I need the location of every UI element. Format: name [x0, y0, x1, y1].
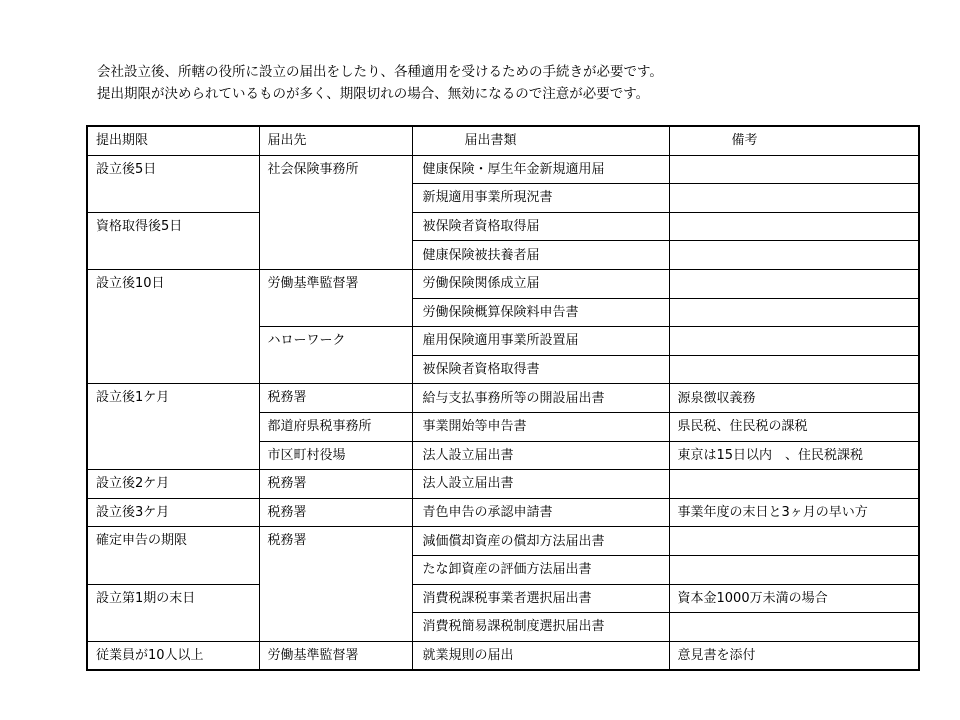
note-cell [669, 269, 919, 298]
deadline-cell: 従業員が10人以上 [87, 641, 259, 670]
document-cell: 減価償却資産の償却方法届出書 [412, 527, 669, 556]
office-cell: 税務署 [259, 384, 412, 413]
note-cell [669, 327, 919, 356]
document-cell: 健康保険被扶養者届 [412, 241, 669, 270]
note-cell: 県民税、住民税の課税 [669, 412, 919, 441]
document-cell: 新規適用事業所現況書 [412, 184, 669, 213]
deadline-cell: 設立後3ケ月 [87, 498, 259, 527]
note-cell [669, 527, 919, 556]
office-cell: 労働基準監督署 [259, 269, 412, 326]
header-note: 備考 [669, 126, 919, 155]
note-cell [669, 470, 919, 499]
note-cell [669, 155, 919, 184]
document-cell: 雇用保険適用事業所設置届 [412, 327, 669, 356]
intro-line-1: 会社設立後、所轄の役所に設立の届出をしたり、各種適用を受けるための手続きが必要です。 [97, 64, 663, 80]
header-office: 届出先 [259, 126, 412, 155]
note-cell [669, 241, 919, 270]
intro-line-2: 提出期限が決められているものが多く、期限切れの場合、無効になるので注意が必要です。 [97, 86, 650, 102]
deadline-cell: 設立第1期の末日 [87, 584, 259, 641]
deadline-cell: 資格取得後5日 [87, 212, 259, 269]
header-deadline: 提出期限 [87, 126, 259, 155]
office-cell: 都道府県税事務所 [259, 412, 412, 441]
table-row [87, 155, 919, 184]
deadline-cell: 設立後2ケ月 [87, 470, 259, 499]
note-cell: 東京は15日以内 、住民税課税 [669, 441, 919, 470]
office-cell: 市区町村役場 [259, 441, 412, 470]
office-cell: 税務署 [259, 498, 412, 527]
deadline-cell: 確定申告の期限 [87, 527, 259, 584]
table-row [87, 498, 919, 527]
document-cell: 健康保険・厚生年金新規適用届 [412, 155, 669, 184]
document-cell: 消費税簡易課税制度選択届出書 [412, 613, 669, 642]
document-cell: 被保険者資格取得書 [412, 355, 669, 384]
table-row [87, 269, 919, 298]
office-cell: 社会保険事務所 [259, 155, 412, 269]
table-row [87, 470, 919, 499]
note-cell: 源泉徴収義務 [669, 384, 919, 413]
note-cell [669, 613, 919, 642]
document-cell: 消費税課税事業者選択届出書 [412, 584, 669, 613]
deadline-cell: 設立後10日 [87, 269, 259, 383]
office-cell: 税務署 [259, 470, 412, 499]
deadline-cell: 設立後1ケ月 [87, 384, 259, 470]
table-row [87, 212, 919, 241]
note-cell [669, 355, 919, 384]
office-cell: 税務署 [259, 527, 412, 641]
note-cell [669, 212, 919, 241]
document-cell: 被保険者資格取得届 [412, 212, 669, 241]
intro-text [97, 61, 917, 105]
table-header-row [87, 126, 919, 155]
document-cell: 労働保険関係成立届 [412, 269, 669, 298]
filing-requirements-table [86, 125, 920, 671]
office-cell: 労働基準監督署 [259, 641, 412, 670]
document-cell: 就業規則の届出 [412, 641, 669, 670]
note-cell: 事業年度の末日と3ヶ月の早い方 [669, 498, 919, 527]
table-row [87, 641, 919, 670]
deadline-cell: 設立後5日 [87, 155, 259, 212]
document-cell: 給与支払事務所等の開設届出書 [412, 384, 669, 413]
office-cell: ハローワーク [259, 327, 412, 384]
note-cell [669, 298, 919, 327]
table-row [87, 384, 919, 413]
table-row [87, 527, 919, 556]
header-document: 届出書類 [412, 126, 669, 155]
document-cell: 事業開始等申告書 [412, 412, 669, 441]
table-row [87, 584, 919, 613]
note-cell: 意見書を添付 [669, 641, 919, 670]
document-cell: たな卸資産の評価方法届出書 [412, 555, 669, 584]
document-cell: 法人設立届出書 [412, 470, 669, 499]
note-cell [669, 184, 919, 213]
note-cell: 資本金1000万未満の場合 [669, 584, 919, 613]
note-cell [669, 555, 919, 584]
document-cell: 法人設立届出書 [412, 441, 669, 470]
document-cell: 青色申告の承認申請書 [412, 498, 669, 527]
document-cell: 労働保険概算保険料申告書 [412, 298, 669, 327]
